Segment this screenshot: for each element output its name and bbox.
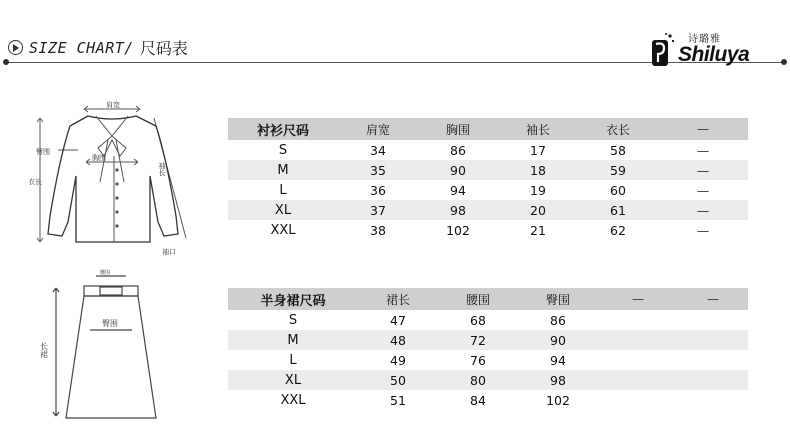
column-header: 臀围 bbox=[518, 288, 598, 310]
table-cell: 37 bbox=[338, 200, 418, 220]
page-header bbox=[0, 0, 790, 70]
table-cell: — bbox=[696, 222, 710, 238]
table-cell: 76 bbox=[470, 352, 486, 368]
table-cell: 35 bbox=[338, 160, 418, 180]
column-header: 袖长 bbox=[498, 118, 578, 140]
table-header-row bbox=[228, 288, 748, 310]
column-header: 肩宽 bbox=[338, 118, 418, 140]
table-cell: 36 bbox=[370, 182, 386, 198]
table-cell bbox=[678, 390, 748, 410]
table-row bbox=[228, 180, 748, 200]
label-shoulder: 肩宽 bbox=[106, 101, 120, 109]
table-cell: M bbox=[228, 330, 358, 350]
brand-logo bbox=[652, 28, 768, 70]
table-cell: L bbox=[289, 352, 297, 368]
label-skirt-length: 长裙 bbox=[40, 342, 49, 358]
table-cell: 72 bbox=[438, 330, 518, 350]
table-row bbox=[228, 370, 748, 390]
table-cell: M bbox=[228, 160, 338, 180]
table-cell: XL bbox=[228, 370, 358, 390]
table-cell bbox=[678, 370, 748, 390]
table-cell: XXL bbox=[280, 392, 306, 408]
title-chinese: 尺码表 bbox=[139, 39, 188, 58]
logo-chinese-name: 诗璐雅 bbox=[688, 34, 721, 45]
table-row bbox=[228, 310, 748, 330]
skirt-measurement-sketch bbox=[40, 266, 170, 426]
label-waist: 腰围 bbox=[100, 270, 111, 276]
label-sleeve: 袖长 bbox=[158, 162, 166, 176]
table-cell: 86 bbox=[550, 312, 566, 328]
table-cell: — bbox=[658, 200, 748, 220]
table-cell: — bbox=[696, 182, 710, 198]
table-row bbox=[228, 390, 748, 410]
label-chest: 胸围 bbox=[92, 154, 106, 162]
table-cell: 84 bbox=[470, 392, 486, 408]
table-row bbox=[228, 200, 748, 220]
shirt-measurement-sketch bbox=[26, 96, 206, 262]
table-row bbox=[228, 330, 748, 350]
table-cell: 102 bbox=[446, 222, 470, 238]
table-cell: 49 bbox=[390, 352, 406, 368]
column-header: 半身裙尺码 bbox=[228, 288, 358, 310]
table-cell: — bbox=[696, 142, 710, 158]
table-cell: XXL bbox=[270, 222, 296, 238]
table-cell: 94 bbox=[550, 352, 566, 368]
divider-dot-left-icon bbox=[3, 59, 9, 65]
table-cell: XL bbox=[228, 200, 338, 220]
shirt-size-table bbox=[228, 118, 748, 240]
table-cell bbox=[598, 370, 678, 390]
table-cell bbox=[678, 350, 748, 370]
label-arm: 臂围 bbox=[36, 148, 50, 156]
size-chart-title bbox=[8, 36, 188, 59]
skirt-size-table bbox=[228, 288, 748, 410]
column-header: 胸围 bbox=[418, 118, 498, 140]
table-row bbox=[228, 220, 748, 240]
column-header: 腰围 bbox=[438, 288, 518, 310]
table-cell: 61 bbox=[578, 200, 658, 220]
brand-logo-icon bbox=[652, 32, 674, 66]
table-row bbox=[228, 160, 748, 180]
table-cell: 20 bbox=[498, 200, 578, 220]
column-header: — bbox=[658, 118, 748, 140]
table-cell bbox=[598, 330, 678, 350]
table-cell: 90 bbox=[418, 160, 498, 180]
table-cell bbox=[598, 350, 678, 370]
table-cell: 48 bbox=[358, 330, 438, 350]
table-cell: 90 bbox=[518, 330, 598, 350]
play-circle-icon bbox=[8, 40, 23, 55]
column-header: 裙长 bbox=[358, 288, 438, 310]
table-cell: 80 bbox=[438, 370, 518, 390]
divider-dot-right-icon bbox=[781, 59, 787, 65]
table-cell: 59 bbox=[578, 160, 658, 180]
label-cuff: 袖口 bbox=[162, 248, 176, 256]
table-cell: L bbox=[279, 182, 287, 198]
column-header: — bbox=[678, 288, 748, 310]
column-header: 衣长 bbox=[578, 118, 658, 140]
table-cell: 38 bbox=[370, 222, 386, 238]
table-cell: 86 bbox=[450, 142, 466, 158]
table-cell: — bbox=[658, 160, 748, 180]
table-cell: 68 bbox=[470, 312, 486, 328]
table-row bbox=[228, 350, 748, 370]
table-cell: 19 bbox=[530, 182, 546, 198]
table-cell bbox=[678, 310, 748, 330]
table-cell: 21 bbox=[530, 222, 546, 238]
table-cell: 102 bbox=[546, 392, 570, 408]
table-cell: 60 bbox=[610, 182, 626, 198]
table-cell: 62 bbox=[610, 222, 626, 238]
table-cell: 18 bbox=[498, 160, 578, 180]
column-header: — bbox=[598, 288, 678, 310]
table-cell: 94 bbox=[450, 182, 466, 198]
label-hip: 臀围 bbox=[102, 319, 118, 328]
table-cell: 17 bbox=[530, 142, 546, 158]
table-cell: S bbox=[278, 142, 288, 158]
table-cell: 58 bbox=[610, 142, 626, 158]
table-cell: 98 bbox=[518, 370, 598, 390]
table-cell: 51 bbox=[390, 392, 406, 408]
table-header-row bbox=[228, 118, 748, 140]
table-cell: 47 bbox=[390, 312, 406, 328]
table-cell bbox=[678, 330, 748, 350]
column-header: 衬衫尺码 bbox=[228, 118, 338, 140]
table-cell: 50 bbox=[358, 370, 438, 390]
table-cell: S bbox=[288, 312, 298, 328]
table-cell: 98 bbox=[418, 200, 498, 220]
table-cell: 34 bbox=[370, 142, 386, 158]
label-length: 衣长 bbox=[28, 178, 42, 186]
logo-english-name: Shiluya bbox=[678, 43, 750, 66]
table-row bbox=[228, 140, 748, 160]
table-cell bbox=[598, 310, 678, 330]
table-cell bbox=[598, 390, 678, 410]
title-english: SIZE CHART/ bbox=[29, 38, 134, 57]
